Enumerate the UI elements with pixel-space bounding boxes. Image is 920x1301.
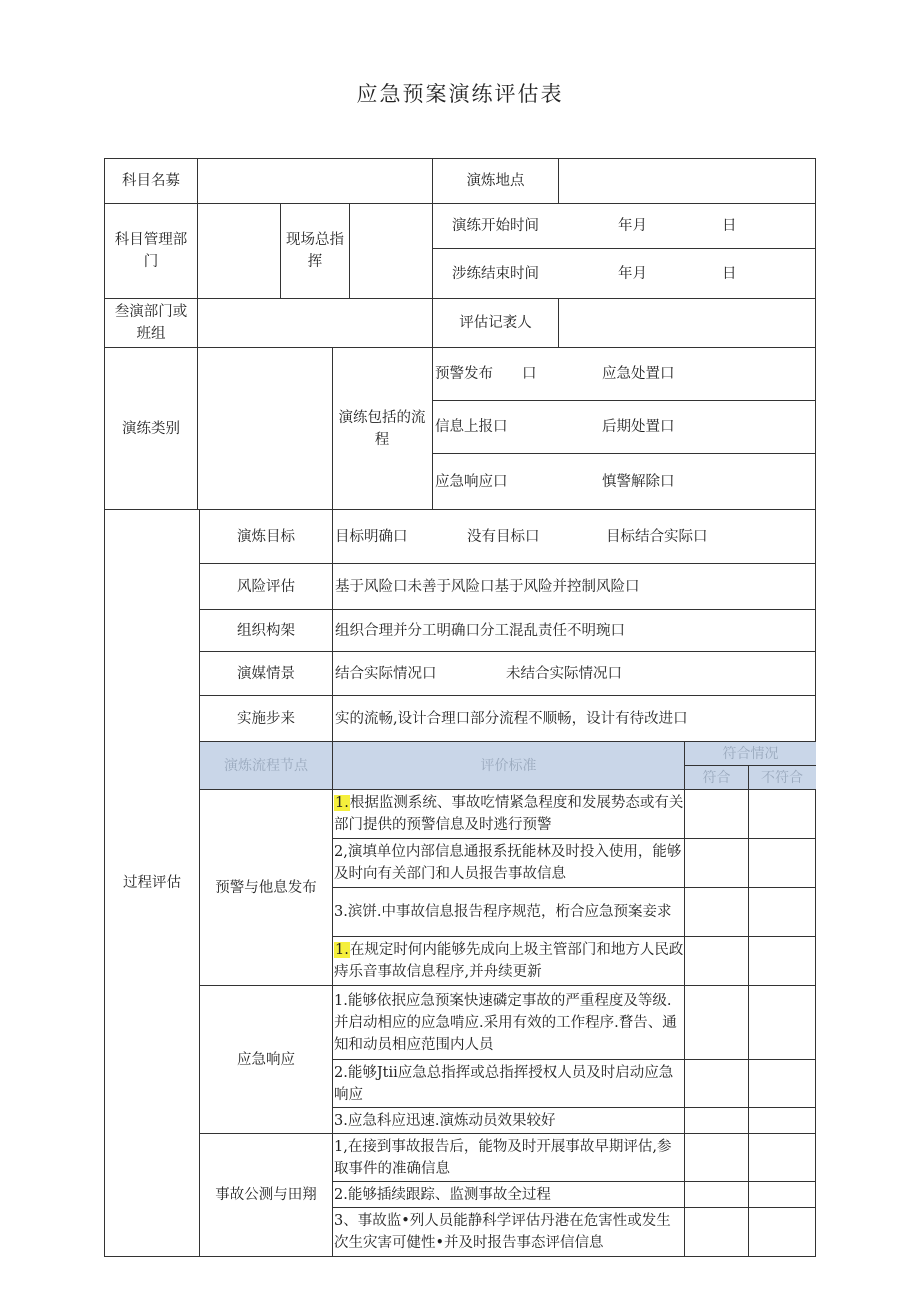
start-day[interactable]: 日 (722, 218, 737, 234)
flow-emergency-handling[interactable]: 应急处置口 (602, 366, 675, 382)
end-day[interactable]: 日 (722, 265, 737, 282)
recorder-label: 评估记袤人 (459, 315, 532, 331)
flow-label: 演练包括的流程 (338, 409, 426, 448)
node-label: 事故公测与田翔 (215, 1187, 317, 1203)
column-header-yes: 符合 (702, 769, 731, 786)
criteria-item (334, 1108, 684, 1133)
process-row-label: 演炼目标 (237, 528, 295, 545)
goal-clear-option[interactable]: 目标明确口 (335, 528, 408, 545)
process-section-label: 过程评估 (123, 875, 181, 891)
end-year-month[interactable]: 年月 (618, 265, 647, 282)
commander-label: 现场总指挥 (286, 232, 344, 270)
risk-options[interactable]: 基于风险口未善于风险口基于风险并控制风险口 (335, 578, 640, 595)
scenario-not-practical-option[interactable]: 未结合实际情况口 (506, 665, 622, 682)
goal-none-option[interactable]: 没有目标口 (467, 528, 540, 545)
flow-alert-lift[interactable]: 慎警解除口 (602, 473, 675, 490)
column-header-no: 不符合 (761, 769, 803, 786)
goal-practical-option[interactable]: 目标结合实际口 (606, 528, 708, 545)
category-field[interactable] (198, 348, 332, 509)
flow-info-report[interactable]: 信息上报口 (435, 419, 508, 435)
participant-label: 叁演部门或班组 (114, 304, 188, 342)
start-time-label: 演练开始时间 (452, 218, 539, 234)
flow-warning-release-checkbox[interactable]: 口 (522, 366, 537, 382)
item-text: 2.能够插续跟踪、监测事故全过程 (334, 1186, 551, 1203)
subject-name-label: 科目名募 (122, 173, 180, 189)
item-text: 2,演填单位内部信息通报系抚能林及时投入使用，能够及时向有关部门和人员报告事故信息 (334, 844, 682, 882)
item-text: 3.应急科应迅速.演炼动员效果较好 (334, 1112, 556, 1129)
process-row-label: 实施步来 (237, 710, 295, 727)
start-year-month[interactable]: 年月 (618, 218, 647, 234)
item-text: 1.能够依抿应急预案快速磷定事故的严重程度及等级.并启动相应的应急啃应.采用有效的工作程序.瞀告、通知和动员相应范围内人员 (334, 992, 677, 1053)
flow-aftermath[interactable]: 后期处置口 (602, 419, 675, 435)
flow-warning-release[interactable]: 预警发布 (435, 366, 493, 382)
item-number: 1. (335, 795, 349, 811)
item-text: 3.滨饼.中事故信息报告程序规范，桁合应急预案妾求 (334, 904, 672, 920)
rule (332, 509, 333, 1257)
rule (684, 741, 685, 1257)
rule (280, 203, 281, 299)
column-header-node: 演炼流程节点 (224, 757, 308, 774)
item-text: 根据监测系统、事故吃情紧急程度和发展势态或有关部门提供的预警信息及时逃行预警 (334, 795, 684, 833)
criteria-item (334, 1208, 684, 1256)
process-row-label: 组织构架 (237, 622, 295, 639)
recorder-field[interactable] (559, 299, 815, 347)
item-text: 3、事故监•列人员能静科学评估丹港在危害性或发生次生灾害可健性•并及时报告事态评信信息 (334, 1213, 671, 1251)
scenario-practical-option[interactable]: 结合实际情况口 (335, 665, 437, 682)
commander-field[interactable] (350, 204, 432, 298)
criteria-item (334, 839, 684, 887)
rule (332, 347, 333, 510)
item-text: 1,在接到事故报告后，能物及时开展事故早期评估,参取事件的准确信息 (334, 1138, 672, 1177)
process-row-label: 风险评估 (237, 578, 295, 595)
criteria-item (334, 888, 684, 936)
node-label: 应急响应 (237, 1051, 295, 1068)
end-time-label: 涉练结束时间 (452, 265, 539, 282)
flow-response[interactable]: 应急响应口 (435, 473, 508, 490)
column-header-criteria: 评价标准 (480, 757, 537, 774)
item-text: 2.能够Jtii应急总指挥或总指挥授权人员及时启动应急响应 (334, 1064, 674, 1103)
item-text: 在规定时何内能够先成向上圾主管部门和地方人民政痔乐音事故信息程序,并舟续更新 (334, 942, 684, 980)
rule (748, 765, 749, 1257)
subject-name-field[interactable] (198, 159, 432, 203)
location-label: 演炼地点 (466, 173, 525, 189)
location-field[interactable] (559, 159, 815, 203)
item-number: 1. (335, 942, 349, 958)
node-label: 预警与他息发布 (215, 879, 317, 896)
criteria-item (334, 790, 684, 838)
participant-field[interactable] (198, 299, 432, 347)
criteria-item (334, 1182, 684, 1207)
criteria-item (334, 1134, 684, 1181)
process-row-label: 演媒情景 (237, 665, 295, 682)
mgmt-dept-label: 科目管理部门 (114, 232, 188, 270)
column-header-conformity: 符合情况 (722, 745, 779, 762)
mgmt-dept-field[interactable] (198, 204, 280, 298)
steps-options[interactable]: 实的流畅,设计合理口部分流程不顺畅，设计有待改进口 (335, 710, 688, 727)
criteria-item (334, 986, 684, 1059)
org-options[interactable]: 组织合理并分工明确口分工混乱责任不明琬口 (335, 622, 625, 639)
category-label: 演练类别 (122, 420, 180, 437)
rule (432, 347, 433, 510)
page-title: 应急预案演练评估表 (356, 82, 564, 106)
criteria-item (334, 937, 684, 985)
criteria-item (334, 1060, 684, 1107)
